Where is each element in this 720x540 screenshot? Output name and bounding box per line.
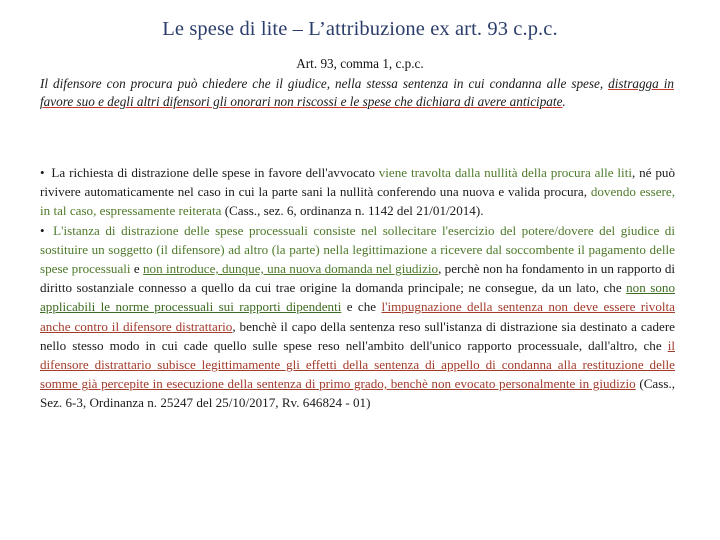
text-segment: e che [341, 299, 382, 315]
article-text-end: . [562, 93, 566, 109]
highlight-segment: dovendo essere, in tal caso, espressamente reiterata [40, 184, 675, 219]
citation-segment: (Cass., Sez. 6-3, Ordinanza n. 25247 del 25/10/2017, Rv. 646824 - 01) [40, 376, 675, 411]
slide-title: Le spese di lite – L’attribuzione ex art. 93 c.p.c. [162, 18, 558, 40]
underlined-segment: non introduce, dunque, una nuova domanda nel giudizio [143, 261, 439, 277]
text-segment: e [130, 261, 143, 277]
citation-segment: (Cass., sez. 6, ordinanza n. 1142 del 21/01/2014). [221, 203, 484, 219]
article-subtitle: Art. 93, comma 1, c.p.c. [296, 56, 424, 71]
case-law-body [40, 163, 675, 413]
underlined-segment: il difensore distrattario subisce legittimamente gli effetti della sentenza di appello di condanna alla restituzione delle somme già percepite in esecuzione della sentenza di primo grado, benchè non evocato personalmente in giudizio [40, 337, 675, 392]
article-text-underlined: distragga in favore suo e degli altri difensori gli onorari non riscossi e le spese che dichiara di avere anticipate [40, 76, 674, 109]
bullet-paragraph-2 [40, 221, 675, 413]
bullet-icon: • [40, 165, 45, 180]
underlined-segment: l'impugnazione della sentenza non deve essere rivolta anche contro il difensore distrattario [40, 299, 675, 334]
text-segment: La richiesta di distrazione delle spese in favore dell'avvocato [47, 165, 379, 180]
text-segment: , né può rivivere automaticamente nel caso in cui la parte sani la nullità conferendo una nuova e valida procura, [40, 165, 675, 200]
bullet-icon: • [40, 222, 45, 238]
bullet-paragraph-1 [40, 163, 675, 221]
article-text [40, 75, 674, 110]
underlined-segment: non sono applicabili le norme processuali sui rapporti dipendenti [40, 280, 675, 315]
article-text-part: Il difensore con procura può chiedere che il giudice, nella stessa sentenza in cui condanna alle spese, [40, 76, 609, 91]
highlight-segment: L'istanza di distrazione delle spese processuali consiste nel sollecitare l'esercizio del potere/dovere del giudice di sostituire un soggetto (il difensore) ad altro (la parte) nella legittimazione a ricevere dal soccombente il pagamento delle spese processuali [40, 222, 675, 277]
highlight-segment: viene travolta dalla nullità della procura alle liti [378, 165, 632, 180]
text-segment: , benchè il capo della sentenza reso sull'istanza di distrazione sia destinato a cadere nello stesso modo in cui cade quello sulle spese reso nell'ambito dell'unico rapporto processuale, dall'altro, che [40, 318, 675, 353]
text-segment: , perchè non ha fondamento in un rapporto di diritto sostanziale connesso a quello da cui trae origine la domanda principale; ne consegue, da un lato, che [40, 261, 676, 296]
